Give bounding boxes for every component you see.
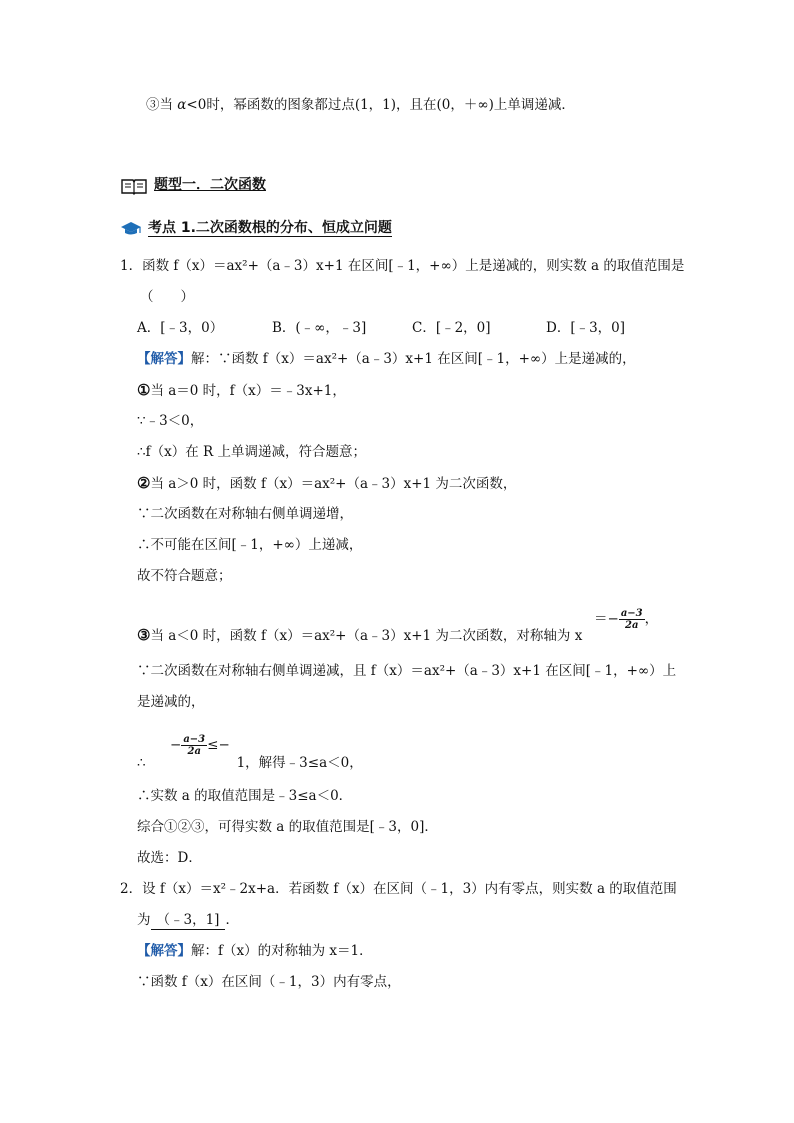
section-title: 题型一．二次函数: [154, 177, 266, 193]
subsection-heading: [120, 219, 392, 237]
q1-stem-line1: 1．函数 f（x）＝ax²+（a﹣3）x+1 在区间[﹣1，+∞）上是递减的，则实数 a 的取值范围是: [120, 258, 685, 274]
q1-solution-line1: 【解答】解：∵函数 f（x）＝ax²+（a﹣3）x+1 在区间[﹣1，+∞）上是递减的，: [137, 351, 636, 367]
q1-solution-line12: ∴ 1，解得﹣3≤a＜0，: [137, 755, 363, 771]
q1-stem-paren: （ ）: [140, 289, 194, 305]
subsection-title: 考点 1.二次函数根的分布、恒成立问题: [148, 220, 392, 236]
q2-answer-blank: （﹣3，1]: [151, 911, 226, 930]
answer-label: 【解答】: [137, 351, 191, 367]
q1-option-c: C．[﹣2，0]: [412, 320, 491, 336]
inequality-fraction: − $\frac{a-3}{2a}$ ≤−: [170, 734, 230, 757]
q1-solution-line15: 故选：D．: [137, 850, 202, 866]
q1-option-a: A．[﹣3，0）: [137, 320, 224, 336]
q1-solution-line11: 是递减的，: [137, 694, 205, 710]
q1-solution-line6: ∵二次函数在对称轴右侧单调递增，: [137, 506, 353, 522]
q1-solution-line2: ①当 a＝0 时，f（x）＝﹣3x+1，: [137, 381, 346, 399]
q2-solution-line1: 【解答】解：f（x）的对称轴为 x＝1．: [137, 943, 373, 959]
q1-solution-line4: ∴f（x）在 R 上单调递减，符合题意；: [137, 444, 366, 460]
q1-solution-line13: ∴实数 a 的取值范围是﹣3≤a＜0．: [137, 788, 353, 804]
q1-solution-line9: ③当 a＜0 时，函数 f（x）＝ax²+（a﹣3）x+1 为二次函数，对称轴为 x: [137, 626, 583, 644]
q2-solution-line2: ∵函数 f（x）在区间（﹣1，3）内有零点，: [137, 974, 401, 990]
q1-solution-line14: 综合①②③，可得实数 a 的取值范围是[﹣3，0]．: [137, 819, 438, 835]
book-icon: [120, 177, 148, 195]
q1-solution-line8: 故不符合题意；: [137, 568, 232, 584]
q1-option-d: D．[﹣3，0]: [546, 320, 626, 336]
q1-solution-line7: ∴不可能在区间[﹣1，+∞）上递减，: [137, 537, 363, 553]
answer-label: 【解答】: [137, 943, 191, 959]
q1-solution-line10: ∵二次函数在对称轴右侧单调递减，且 f（x）＝ax²+（a﹣3）x+1 在区间[﹣1，+∞）上: [137, 663, 677, 679]
q2-stem-line1: 2．设 f（x）＝x²﹣2x+a．若函数 f（x）在区间（﹣1，3）内有零点，则实数 a 的取值范围: [120, 881, 677, 897]
graduation-cap-icon: [120, 221, 142, 237]
section-heading: [120, 176, 266, 195]
axis-fraction: ＝− $\frac{a-3}{2a}$ ，: [594, 608, 659, 631]
intro-line: ③当 α<0时，幂函数的图象都过点(1，1)，且在(0，＋∞)上单调递减．: [146, 97, 575, 113]
q1-solution-line3: ∵﹣3＜0，: [137, 413, 204, 429]
q1-solution-line5: ②当 a＞0 时，函数 f（x）＝ax²+（a﹣3）x+1 为二次函数，: [137, 474, 517, 492]
q1-option-b: B．(﹣∞，﹣3]: [272, 320, 367, 336]
q2-stem-line2: 为 （﹣3，1] ．: [137, 912, 239, 928]
